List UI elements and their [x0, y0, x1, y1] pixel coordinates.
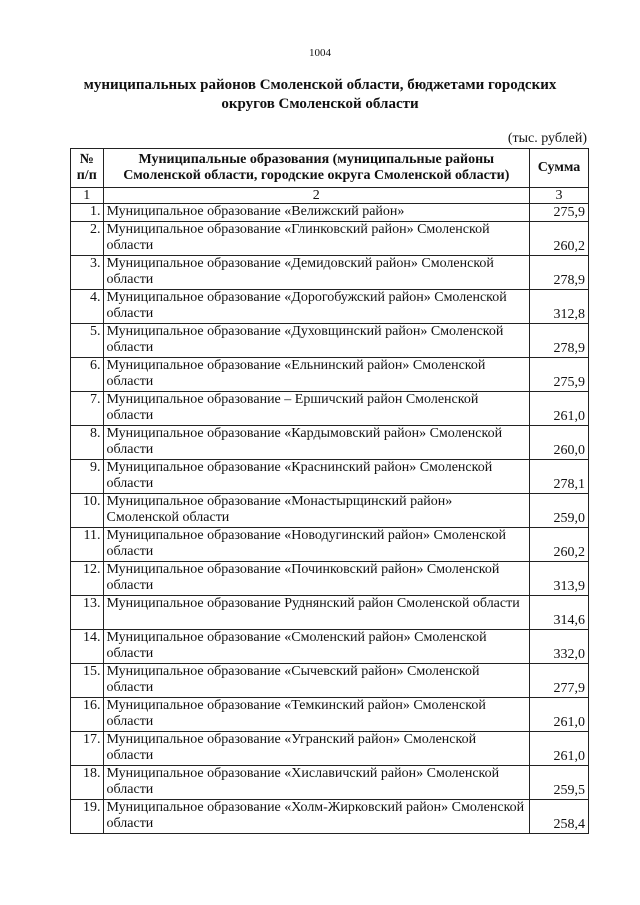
- municipality-name: Муниципальное образование «Починковский район» Смоленской области: [103, 562, 530, 596]
- amount-value: 312,8: [530, 290, 589, 324]
- amount-value: 261,0: [530, 392, 589, 426]
- page-number: 1004: [309, 47, 331, 59]
- amount-value: 314,6: [530, 596, 589, 630]
- table-row: [71, 766, 589, 800]
- amount-value: 259,5: [530, 766, 589, 800]
- municipality-name: Муниципальное образование «Кардымовский район» Смоленской области: [103, 426, 530, 460]
- table-row: [71, 324, 589, 358]
- row-number: 11.: [71, 528, 104, 562]
- row-number: 14.: [71, 630, 104, 664]
- row-number: 4.: [71, 290, 104, 324]
- table-row: [71, 290, 589, 324]
- column-index-row: [71, 188, 589, 204]
- municipality-name: Муниципальное образование «Духовщинский район» Смоленской области: [103, 324, 530, 358]
- table-row: [71, 392, 589, 426]
- municipality-name: Муниципальное образование «Хиславичский район» Смоленской области: [103, 766, 530, 800]
- municipality-name: Муниципальное образование «Глинковский район» Смоленской области: [103, 222, 530, 256]
- row-number: 19.: [71, 800, 104, 834]
- row-number: 6.: [71, 358, 104, 392]
- row-number: 10.: [71, 494, 104, 528]
- header-number: № п/п: [71, 149, 104, 188]
- table-row: [71, 800, 589, 834]
- municipality-name: Муниципальное образование «Смоленский район» Смоленской области: [103, 630, 530, 664]
- table-row: [71, 494, 589, 528]
- row-number: 5.: [71, 324, 104, 358]
- table-row: [71, 358, 589, 392]
- row-number: 17.: [71, 732, 104, 766]
- row-number: 2.: [71, 222, 104, 256]
- municipality-name: Муниципальное образование «Темкинский район» Смоленской области: [103, 698, 530, 732]
- header-sum: Сумма: [530, 149, 589, 188]
- table-row: [71, 562, 589, 596]
- amount-value: 278,1: [530, 460, 589, 494]
- table-row: [71, 732, 589, 766]
- header-name: Муниципальные образования (муниципальные районы Смоленской области, городские округа Смоленской области): [103, 149, 530, 188]
- amount-value: 261,0: [530, 698, 589, 732]
- table-row: [71, 426, 589, 460]
- document-heading: [60, 76, 580, 114]
- row-number: 16.: [71, 698, 104, 732]
- amount-value: 258,4: [530, 800, 589, 834]
- budget-table: [70, 148, 589, 834]
- amount-value: 260,2: [530, 222, 589, 256]
- amount-value: 260,0: [530, 426, 589, 460]
- amount-value: 275,9: [530, 204, 589, 222]
- row-number: 18.: [71, 766, 104, 800]
- amount-value: 278,9: [530, 324, 589, 358]
- table-row: [71, 256, 589, 290]
- municipality-name: Муниципальное образование «Краснинский район» Смоленской области: [103, 460, 530, 494]
- amount-value: 260,2: [530, 528, 589, 562]
- row-number: 15.: [71, 664, 104, 698]
- row-number: 9.: [71, 460, 104, 494]
- table-row: [71, 222, 589, 256]
- municipality-name: Муниципальное образование «Дорогобужский район» Смоленской области: [103, 290, 530, 324]
- amount-value: 277,9: [530, 664, 589, 698]
- amount-value: 332,0: [530, 630, 589, 664]
- table-row: [71, 460, 589, 494]
- units-label: (тыс. рублей): [507, 131, 587, 146]
- heading-line-1: муниципальных районов Смоленской области, бюджетами городских: [83, 77, 557, 93]
- municipality-name: Муниципальное образование «Новодугинский район» Смоленской области: [103, 528, 530, 562]
- amount-value: 261,0: [530, 732, 589, 766]
- table-row: [71, 596, 589, 630]
- table-header-row: [71, 149, 589, 188]
- municipality-name: Муниципальное образование «Ельнинский район» Смоленской области: [103, 358, 530, 392]
- heading-line-2: округов Смоленской области: [221, 96, 419, 112]
- municipality-name: Муниципальное образование «Холм-Жирковский район» Смоленской области: [103, 800, 530, 834]
- row-number: 7.: [71, 392, 104, 426]
- amount-value: 278,9: [530, 256, 589, 290]
- table-row: [71, 204, 589, 222]
- row-number: 8.: [71, 426, 104, 460]
- table-row: [71, 630, 589, 664]
- municipality-name: Муниципальное образование Руднянский район Смоленской области: [103, 596, 530, 630]
- index-cell: 1: [71, 188, 104, 204]
- amount-value: 313,9: [530, 562, 589, 596]
- municipality-name: Муниципальное образование «Угранский район» Смоленской области: [103, 732, 530, 766]
- amount-value: 275,9: [530, 358, 589, 392]
- row-number: 1.: [71, 204, 104, 222]
- index-cell: 2: [103, 188, 530, 204]
- index-cell: 3: [530, 188, 589, 204]
- municipality-name: Муниципальное образование «Демидовский район» Смоленской области: [103, 256, 530, 290]
- row-number: 13.: [71, 596, 104, 630]
- amount-value: 259,0: [530, 494, 589, 528]
- row-number: 12.: [71, 562, 104, 596]
- municipality-name: Муниципальное образование «Сычевский район» Смоленской области: [103, 664, 530, 698]
- row-number: 3.: [71, 256, 104, 290]
- municipality-name: Муниципальное образование – Ершичский район Смоленской области: [103, 392, 530, 426]
- municipality-name: Муниципальное образование «Велижский район»: [103, 204, 530, 222]
- table-row: [71, 664, 589, 698]
- municipality-name: Муниципальное образование «Монастырщинский район» Смоленской области: [103, 494, 530, 528]
- table-row: [71, 698, 589, 732]
- table-row: [71, 528, 589, 562]
